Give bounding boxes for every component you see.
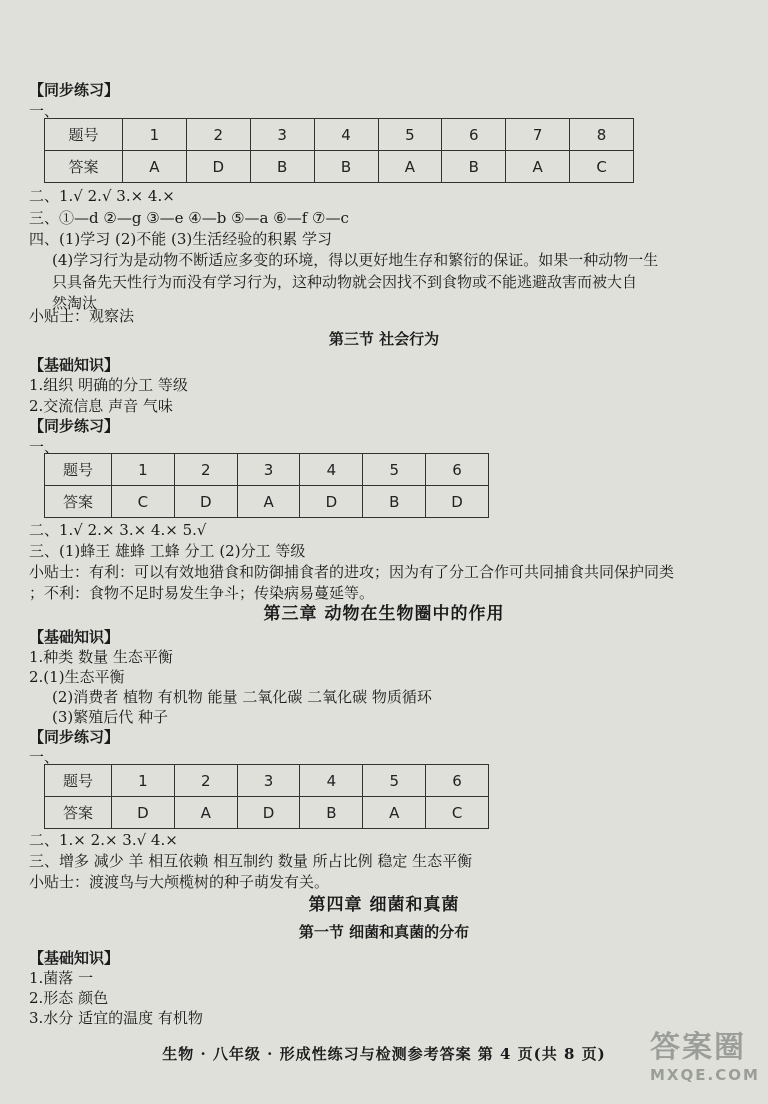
table-row	[45, 151, 634, 183]
part-three-answers: 三、(1)蜂王 雄蜂 工蜂 分工 (2)分工 等级	[29, 542, 306, 560]
knowledge-line: 1.组织 明确的分工 等级	[29, 376, 188, 394]
table-header-cell: 答案	[45, 151, 123, 183]
table-header-cell: 题号	[45, 765, 112, 797]
table-cell: D	[174, 486, 237, 518]
label-tongbu-lianxi: 【同步练习】	[29, 81, 120, 99]
page-footer: 生物 · 八年级 · 形成性练习与检测参考答案 第 4 页(共 8 页)	[162, 1045, 606, 1063]
part-four-q4-line1: (4)学习行为是动物不断适应多变的环境，得以更好地生存和繁衍的保证。如果一种动物一生	[52, 251, 659, 269]
part-four-q4-line3: 然淘汰	[52, 294, 98, 312]
table-cell: A	[506, 151, 570, 183]
table-cell: 5	[363, 765, 426, 797]
table-row	[45, 119, 634, 151]
table-cell: B	[363, 486, 426, 518]
knowledge-line: (3)繁殖后代 种子	[52, 708, 169, 726]
table-cell: 4	[300, 765, 363, 797]
table-header-cell: 题号	[45, 119, 123, 151]
tip-line: 小贴士：渡渡鸟与大颅榄树的种子萌发有关。	[29, 873, 330, 891]
label-tongbu-lianxi: 【同步练习】	[29, 728, 120, 746]
table-header-cell: 答案	[45, 797, 112, 829]
table-header-cell: 题号	[45, 454, 112, 486]
table-cell: 1	[112, 454, 175, 486]
answer-table-2	[44, 453, 489, 518]
part-two-answers: 二、1.× 2.× 3.√ 4.×	[29, 831, 178, 849]
table-cell: C	[426, 797, 489, 829]
table-row	[45, 486, 489, 518]
label-jichu-zhishi: 【基础知识】	[29, 628, 120, 646]
watermark-logo	[650, 1030, 760, 1098]
chapter-title: 第四章 细菌和真菌	[308, 895, 460, 915]
tip-line-cont: ；不利：食物不足时易发生争斗；传染病易蔓延等。	[29, 584, 375, 602]
knowledge-line: (2)消费者 植物 有机物 能量 二氧化碳 二氧化碳 物质循环	[52, 688, 432, 706]
tip-line: 小贴士：有利：可以有效地猎食和防御捕食者的进攻；因为有了分工合作可共同捕食共同保护同类	[29, 563, 675, 581]
table-cell: A	[378, 151, 442, 183]
answer-table-1	[44, 118, 634, 183]
table-cell: A	[363, 797, 426, 829]
knowledge-line: 3.水分 适宜的温度 有机物	[29, 1009, 203, 1027]
table-cell: 3	[250, 119, 314, 151]
table-cell: 4	[314, 119, 378, 151]
table-cell: A	[237, 486, 300, 518]
part-four-answers: 四、(1)学习 (2)不能 (3)生活经验的积累 学习	[29, 230, 333, 248]
table-cell: C	[570, 151, 634, 183]
table-row	[45, 454, 489, 486]
table-cell: 7	[506, 119, 570, 151]
watermark-url: MXQE.COM	[650, 1066, 760, 1084]
knowledge-line: 2.形态 颜色	[29, 989, 109, 1007]
table-cell: 1	[123, 119, 187, 151]
part-three-answers: 三、①—d ②—g ③—e ④—b ⑤—a ⑥—f ⑦—c	[29, 209, 349, 227]
knowledge-line: 2.(1)生态平衡	[29, 668, 125, 686]
table-cell: B	[314, 151, 378, 183]
table-cell: D	[237, 797, 300, 829]
part-three-answers: 三、增多 减少 羊 相互依赖 相互制约 数量 所占比例 稳定 生态平衡	[29, 852, 473, 870]
label-part-one: 一、	[29, 102, 60, 120]
table-cell: D	[186, 151, 250, 183]
table-row	[45, 765, 489, 797]
table-cell: C	[112, 486, 175, 518]
part-four-q4-line2: 只具备先天性行为而没有学习行为，这种动物就会因找不到食物或不能逃避敌害而被大自	[52, 273, 638, 291]
part-two-answers: 二、1.√ 2.√ 3.× 4.×	[29, 187, 175, 205]
table-cell: A	[174, 797, 237, 829]
section-title: 第三节 社会行为	[328, 330, 440, 348]
knowledge-line: 1.种类 数量 生态平衡	[29, 648, 173, 666]
table-cell: 2	[174, 454, 237, 486]
label-tongbu-lianxi: 【同步练习】	[29, 417, 120, 435]
table-cell: D	[112, 797, 175, 829]
table-cell: B	[250, 151, 314, 183]
table-cell: 6	[442, 119, 506, 151]
table-cell: A	[123, 151, 187, 183]
tip-line: 小贴士：观察法	[29, 307, 135, 325]
table-cell: 5	[363, 454, 426, 486]
table-cell: D	[426, 486, 489, 518]
table-cell: 2	[174, 765, 237, 797]
knowledge-line: 1.菌落 一	[29, 969, 94, 987]
table-cell: D	[300, 486, 363, 518]
label-part-one: 一、	[29, 438, 60, 456]
table-cell: B	[300, 797, 363, 829]
table-cell: 8	[570, 119, 634, 151]
table-cell: 3	[237, 765, 300, 797]
table-cell: 1	[112, 765, 175, 797]
table-header-cell: 答案	[45, 486, 112, 518]
table-cell: 2	[186, 119, 250, 151]
answer-table-3	[44, 764, 489, 829]
table-cell: B	[442, 151, 506, 183]
knowledge-line: 2.交流信息 声音 气味	[29, 397, 173, 415]
label-jichu-zhishi: 【基础知识】	[29, 356, 120, 374]
table-row	[45, 797, 489, 829]
table-cell: 4	[300, 454, 363, 486]
chapter-title: 第三章 动物在生物圈中的作用	[263, 604, 505, 624]
table-cell: 6	[426, 454, 489, 486]
table-cell: 6	[426, 765, 489, 797]
watermark-text: 答案圈	[650, 1030, 746, 1065]
part-two-answers: 二、1.√ 2.× 3.× 4.× 5.√	[29, 521, 207, 539]
label-part-one: 一、	[29, 748, 60, 766]
label-jichu-zhishi: 【基础知识】	[29, 949, 120, 967]
section-title: 第一节 细菌和真菌的分布	[298, 923, 470, 941]
table-cell: 5	[378, 119, 442, 151]
table-cell: 3	[237, 454, 300, 486]
